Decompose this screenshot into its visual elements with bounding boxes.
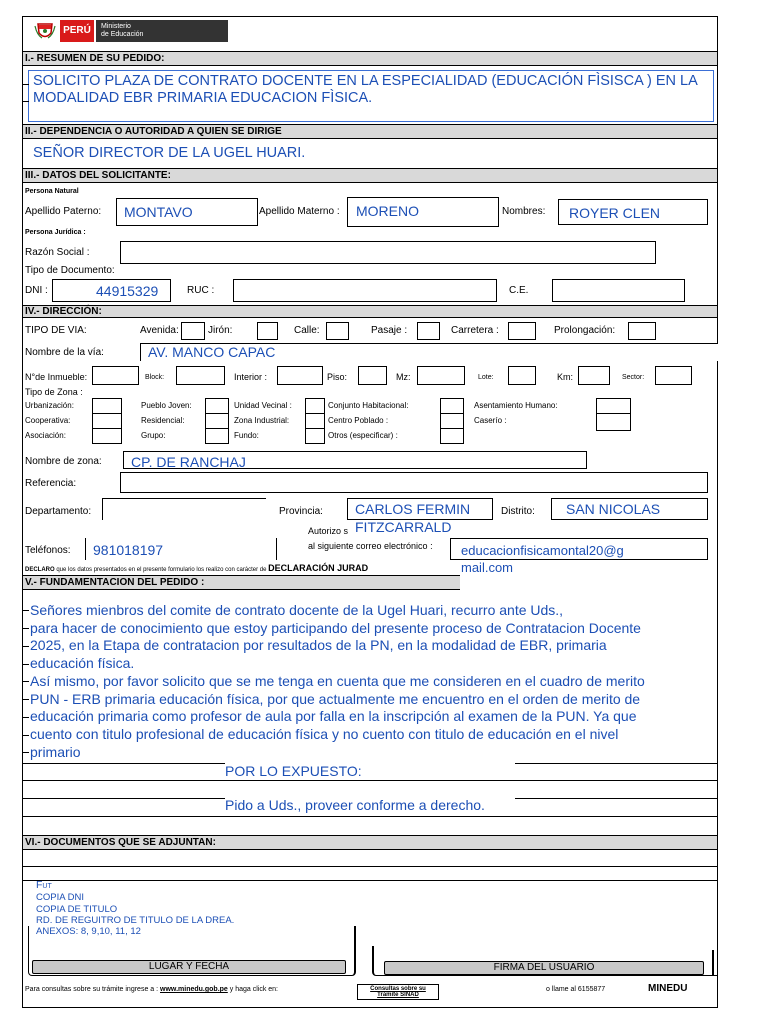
tick (23, 717, 29, 718)
distrito-value: SAN NICOLAS (566, 501, 661, 517)
fund-line: para hacer de conocimiento que estoy participando del presente proceso de Contratacion Docente (30, 619, 641, 636)
tick (23, 610, 29, 611)
tipo-zona-label: Tipo de Zona : (25, 387, 83, 397)
section-dependencia: II.- DEPENDENCIA O AUTORIDAD A QUIEN SE DIRIGE (23, 124, 717, 139)
jiron-label: Jirón: (208, 325, 233, 336)
fundo-label: Fundo: (234, 431, 259, 440)
persona-natural-label: Persona Natural (25, 188, 79, 195)
sinad-line1: Consultas sobre su (370, 986, 426, 992)
autorizo-label: Autorizo s (308, 526, 349, 536)
piso-label: Piso: (327, 372, 348, 382)
doc-item: COPIA DNI (36, 892, 85, 903)
ministry-line1: Ministerio (101, 23, 131, 30)
declaro-suffix: DECLARACIÓN JURAD (268, 563, 369, 573)
coat-of-arms-icon (34, 21, 56, 41)
section-documentos: VI.- DOCUMENTOS QUE SE ADJUNTAN: (23, 835, 717, 850)
block-field[interactable] (176, 366, 225, 385)
fund-line: Señores mienbros del comite de contrato docente de la Ugel Huari, recurro ante Uds., (30, 602, 564, 618)
km-label: Km: (557, 372, 574, 382)
inmueble-field[interactable] (92, 366, 139, 385)
divider (440, 428, 464, 429)
doc-item: ANEXOS: 8, 9,10, 11, 12 (36, 926, 141, 937)
fund-line: primario (30, 743, 81, 760)
ministry-block (96, 20, 228, 42)
centro-poblado-label: Centro Poblado : (328, 416, 389, 425)
apellido-materno-value: MORENO (356, 203, 419, 219)
piso-field[interactable] (358, 366, 387, 385)
grupo-label: Grupo: (141, 431, 166, 440)
prolongacion-label: Prolongación: (554, 325, 616, 336)
fund-line: cuento con titulo profesional de educación física y no cuento con titulo de educación en el nivel (30, 725, 619, 742)
tick (23, 664, 29, 665)
sinad-button[interactable] (357, 984, 439, 1000)
doc-item: COPIA DE TITULO (36, 904, 118, 915)
tick (23, 681, 29, 682)
departamento-field[interactable] (102, 498, 266, 520)
provincia-label: Provincia: (279, 506, 323, 517)
block-label: Block: (145, 374, 165, 381)
referencia-field[interactable] (120, 472, 708, 493)
zona-col1-checkboxes[interactable] (92, 398, 122, 444)
avenida-checkbox[interactable] (181, 322, 205, 340)
tick (23, 752, 29, 753)
consultas-prefix: Para consultas sobre su trámite ingrese a : (25, 986, 161, 993)
prolongacion-checkbox[interactable] (628, 322, 656, 340)
referencia-label: Referencia: (25, 478, 77, 489)
tick (23, 101, 29, 102)
doc-item: RD. DE REGUITRO DE TITULO DE LA DREA. (36, 915, 235, 926)
ruc-field[interactable] (233, 279, 497, 302)
fundamentacion-text[interactable] (30, 602, 716, 761)
mz-field[interactable] (417, 366, 465, 385)
peru-brand: PERÚ (60, 20, 94, 42)
firma-field[interactable]: FIRMA DEL USUARIO (384, 961, 704, 975)
tick (23, 628, 29, 629)
calle-label: Calle: (294, 325, 320, 336)
section-resumen: I.- RESUMEN DE SU PEDIDO: (23, 51, 717, 66)
llame-text: o llame al 6155877 (546, 986, 606, 993)
nombre-zona-value: CP. DE RANCHAJ (131, 454, 246, 470)
sector-label: Sector: (622, 374, 645, 381)
tipo-via-label: TIPO DE VIA: (25, 325, 87, 336)
nombres-label: Nombres: (502, 206, 546, 217)
divider (23, 816, 717, 817)
firma-right-edge (712, 950, 714, 976)
interior-field[interactable] (277, 366, 323, 385)
ministry-line2: de Educación (101, 31, 144, 38)
divider (515, 763, 717, 764)
consultas-text (25, 985, 278, 995)
interior-label: Interior : (234, 372, 268, 382)
ce-label: C.E. (509, 285, 529, 296)
unidad-vecinal-label: Unidad Vecinal : (234, 401, 292, 410)
sinad-line2: Trámite SINAD (377, 992, 419, 998)
doc-item: Fut (36, 879, 52, 891)
divider (205, 428, 229, 429)
fund-line: educación física. (30, 655, 135, 672)
zona-industrial-label: Zona Industrial: (234, 416, 290, 425)
resumen-line2: MODALIDAD EBR PRIMARIA EDUCACION FÌSICA. (33, 90, 373, 106)
nombre-zona-label: Nombre de zona: (25, 456, 102, 467)
caserio-label: Caserío : (474, 416, 507, 425)
urbanizacion-label: Urbanización: (25, 401, 74, 410)
carretera-checkbox[interactable] (508, 322, 536, 340)
apellido-materno-label: Apellido Materno : (259, 206, 340, 217)
nombre-via-value: AV. MANCO CAPAC (148, 344, 276, 360)
razon-social-field[interactable] (120, 241, 656, 264)
divider (92, 413, 122, 414)
asentamiento-label: Asentamiento Humano: (474, 401, 558, 410)
divider (596, 413, 631, 414)
correo-label: al siguiente correo electrónico : (308, 541, 433, 551)
fund-line: PUN - ERB primaria educación física, por que actualmente me encuentro en el orden de merito de (30, 690, 641, 707)
lote-field[interactable] (508, 366, 536, 385)
pasaje-label: Pasaje : (371, 325, 408, 336)
divider (440, 413, 464, 414)
ruc-label: RUC : (187, 285, 215, 296)
divider (23, 798, 225, 799)
dni-value: 44915329 (96, 283, 159, 299)
expuesto-label: POR LO EXPUESTO: (225, 763, 362, 779)
correo-value-1: educacionfisicamontal20@g (461, 543, 624, 558)
zona-col4-checkboxes[interactable] (440, 398, 464, 444)
jiron-checkbox[interactable] (257, 322, 278, 340)
tick (23, 646, 29, 647)
conjunto-label: Conjunto Habitacional: (328, 401, 409, 410)
declaro-body: que los datos presentados en el presente formulario los realizo con carácter de (54, 567, 269, 573)
nombres-value: ROYER CLEN (569, 205, 661, 221)
pido-label: Pido a Uds., proveer conforme a derecho. (225, 797, 485, 813)
lugar-fecha-field[interactable]: LUGAR Y FECHA (32, 960, 346, 974)
sector-field[interactable] (655, 366, 692, 385)
divider (23, 780, 225, 781)
divider (92, 428, 122, 429)
asociacion-label: Asociación: (25, 431, 66, 440)
dni-label: DNI : (25, 285, 48, 296)
ce-field[interactable] (552, 279, 685, 302)
fund-line: 2025, en la Etapa de contratacion por resultados de la PN, en la modalidad de EBR, primaria (30, 637, 607, 654)
declaro-text (25, 563, 368, 575)
minedu-logo (32, 20, 228, 42)
telefonos-label: Teléfonos: (25, 545, 71, 556)
divider (515, 780, 717, 781)
zona-col2-checkboxes[interactable] (205, 398, 229, 444)
inmueble-label: N°de Inmueble: (25, 372, 88, 382)
avenida-label: Avenida: (140, 325, 179, 336)
fund-line: educación primaria como profesor de aula por falla en la inscripción al examen de la PUN. Ya que (30, 708, 637, 725)
lote-label: Lote: (478, 374, 494, 381)
divider (23, 866, 717, 867)
zona-col3-checkboxes[interactable] (305, 398, 325, 444)
divider (23, 763, 225, 764)
nombre-via-label: Nombre de la vía: (25, 347, 104, 358)
persona-juridica-label: Persona Jurídica : (25, 229, 86, 236)
razon-social-label: Razón Social : (25, 247, 90, 258)
section-solicitante: III.- DATOS DEL SOLICITANTE: (23, 168, 717, 183)
pueblo-joven-label: Pueblo Joven: (141, 401, 192, 410)
otros-label: Otros (especificar) : (328, 431, 398, 440)
pasaje-checkbox[interactable] (417, 322, 440, 340)
zona-col5-checkboxes[interactable] (596, 398, 631, 431)
cooperativa-label: Cooperativa: (25, 416, 71, 425)
provincia-value-1: CARLOS FERMIN (355, 501, 471, 517)
divider (225, 780, 515, 781)
declaro-prefix: DECLARO (25, 567, 55, 573)
website-link[interactable]: www.minedu.gob.pe (160, 986, 228, 993)
tick (23, 84, 29, 85)
dependencia-value[interactable]: SEÑOR DIRECTOR DE LA UGEL HUARI. (33, 145, 306, 161)
departamento-label: Departamento: (25, 506, 92, 517)
tipo-documento-label: Tipo de Documento: (25, 265, 115, 276)
divider (305, 428, 325, 429)
section-direccion: IV.- DIRECCIÓN: (23, 305, 717, 318)
residencial-label: Residencial: (141, 416, 185, 425)
divider (205, 413, 229, 414)
carretera-label: Carretera : (451, 325, 499, 336)
tick (23, 699, 29, 700)
tick (23, 735, 29, 736)
telefono-value: 981018197 (93, 542, 164, 558)
apellido-paterno-label: Apellido Paterno: (25, 206, 102, 217)
consultas-suffix: y haga click en: (227, 986, 279, 993)
divider (515, 798, 717, 799)
correo-value-2: mail.com (461, 560, 514, 575)
resumen-line1: SOLICITO PLAZA DE CONTRATO DOCENTE EN LA ESPECIALIDAD (EDUCACIÓN FÌSISCA ) EN LA (33, 73, 698, 89)
section-fundamentacion: V.- FUNDAMENTACION DEL PEDIDO : (23, 575, 460, 590)
km-field[interactable] (578, 366, 610, 385)
mz-label: Mz: (396, 372, 411, 382)
provincia-value-2: FITZCARRALD (355, 519, 452, 535)
calle-checkbox[interactable] (326, 322, 349, 340)
divider (305, 413, 325, 414)
distrito-label: Distrito: (501, 506, 535, 517)
minedu-label: MINEDU (648, 983, 688, 994)
apellido-paterno-value: MONTAVO (124, 204, 193, 220)
fund-line: Así mismo, por favor solicito que se me tenga en cuenta que me consideren en el cuadro de merito (30, 672, 645, 689)
